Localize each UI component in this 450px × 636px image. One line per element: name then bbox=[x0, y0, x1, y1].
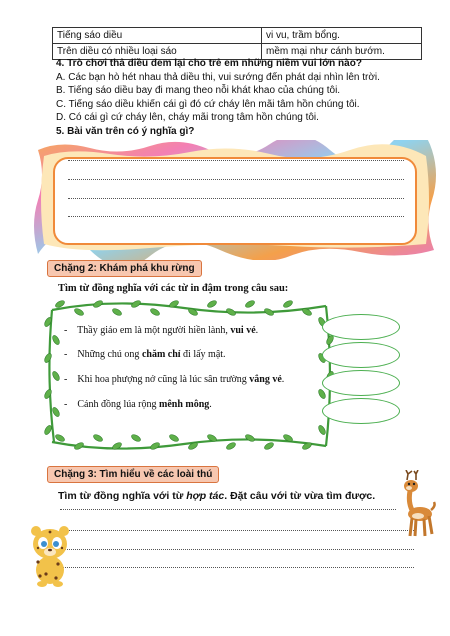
table-cell: Tiếng sáo diều bbox=[53, 28, 262, 44]
sentence-end: . bbox=[255, 325, 259, 336]
sentence-dash: - bbox=[64, 325, 68, 336]
answer-line[interactable] bbox=[68, 178, 404, 180]
instruction-text: Tìm từ đồng nghĩa với từ bbox=[58, 490, 187, 502]
question-4-text: 4. Trò chơi thả diều đem lại cho trẻ em những niềm vui lớn nào? bbox=[56, 58, 362, 69]
option-a[interactable]: A. Các bạn hò hét nhau thả diều thi, vui sướng đến phát dại nhìn lên trời. bbox=[56, 71, 380, 83]
answer-line[interactable] bbox=[68, 159, 404, 161]
table-cell: Trên diều có nhiều loại sáo bbox=[53, 44, 262, 60]
bold-word: mênh mông bbox=[159, 399, 210, 410]
decorative-frame bbox=[30, 140, 440, 260]
bold-word: chăm chỉ bbox=[141, 349, 181, 360]
stage-3-title: Chặng 3: Tìm hiểu về các loài thú bbox=[47, 466, 219, 483]
sentence-text: Khi hoa phượng nở cũng là lúc sân trường bbox=[77, 374, 250, 385]
sentence-text: Thầy giáo em là một người hiền lành, bbox=[77, 325, 231, 336]
leaf-icon bbox=[317, 388, 327, 399]
leaf-icon bbox=[317, 424, 327, 435]
leaf-icon bbox=[244, 299, 255, 309]
sentence-4 bbox=[64, 399, 212, 410]
sentence-3 bbox=[64, 374, 284, 385]
option-d[interactable]: D. Có cái gì cứ cháy lên, cháy mãi trong tâm hồn chúng tôi. bbox=[56, 112, 319, 123]
answer-line[interactable] bbox=[68, 215, 404, 217]
table-cell: vi vu, trầm bổng. bbox=[262, 28, 422, 44]
stage-2-instruction: Tìm từ đồng nghĩa với các từ in đậm trong câu sau: bbox=[58, 283, 289, 294]
sentence-end: đi lấy mật. bbox=[180, 349, 226, 360]
leaf-icon bbox=[263, 441, 274, 451]
leaf-icon bbox=[44, 388, 53, 399]
leaf-icon bbox=[225, 307, 236, 317]
table-row bbox=[53, 28, 422, 44]
sentence-1 bbox=[64, 325, 258, 336]
stage-2-title: Chặng 2: Khám phá khu rừng bbox=[47, 260, 202, 277]
leaf-icon bbox=[92, 433, 103, 443]
leopard-cub-icon bbox=[24, 522, 74, 588]
answer-oval[interactable] bbox=[322, 370, 400, 396]
leaf-icon bbox=[73, 307, 84, 317]
deer-icon bbox=[394, 470, 438, 540]
sentence-text: Những chú ong bbox=[77, 349, 142, 360]
answer-line[interactable] bbox=[60, 548, 414, 550]
sentence-text: Cánh đồng lúa rộng bbox=[77, 399, 159, 410]
frame-writing-area bbox=[54, 158, 416, 244]
stage-3-instruction bbox=[58, 490, 375, 502]
leaf-icon bbox=[130, 299, 141, 309]
leaf-icon bbox=[282, 299, 293, 309]
leaf-icon bbox=[149, 441, 160, 451]
leaf-icon bbox=[263, 307, 274, 317]
option-b[interactable]: B. Tiếng sáo diều bay đi mang theo nỗi khát khao của chúng tôi. bbox=[56, 85, 341, 96]
leaf-icon bbox=[244, 433, 255, 443]
question-5-text: 5. Bài văn trên có ý nghĩa gì? bbox=[56, 125, 195, 137]
leaf-icon bbox=[130, 433, 141, 443]
leaf-icon bbox=[168, 433, 179, 443]
sentence-dash: - bbox=[64, 399, 68, 410]
italic-word: hợp tác bbox=[186, 490, 225, 502]
question-4 bbox=[56, 57, 436, 138]
sentence-dash: - bbox=[64, 349, 68, 360]
leaf-icon bbox=[73, 441, 84, 451]
leaf-icon bbox=[92, 299, 103, 309]
matching-table bbox=[52, 27, 422, 60]
answer-line[interactable] bbox=[60, 566, 414, 568]
instruction-text: . Đặt câu với từ vừa tìm được. bbox=[224, 490, 376, 502]
leaf-icon bbox=[51, 370, 61, 381]
bold-word: vui vẻ bbox=[230, 325, 256, 336]
answer-oval[interactable] bbox=[322, 398, 400, 424]
answer-oval[interactable] bbox=[322, 342, 400, 368]
leaf-icon bbox=[44, 352, 53, 363]
leaf-icon bbox=[51, 334, 61, 345]
leaf-icon bbox=[111, 307, 122, 317]
leaf-icon bbox=[54, 433, 65, 443]
sentence-end: . bbox=[281, 374, 285, 385]
leaf-icon bbox=[206, 299, 217, 309]
sentence-dash: - bbox=[64, 374, 68, 385]
table-cell: mềm mại như cánh bướm. bbox=[262, 44, 422, 60]
answer-line[interactable] bbox=[60, 508, 396, 510]
answer-oval[interactable] bbox=[322, 314, 400, 340]
option-c[interactable]: C. Tiếng sáo diều khiến cái gì đó cứ cháy lên mãi tâm hồn chúng tôi. bbox=[56, 98, 360, 110]
sentence-2 bbox=[64, 349, 226, 360]
answer-line[interactable] bbox=[68, 197, 404, 199]
bold-word: vắng vẻ bbox=[249, 374, 282, 385]
leaf-icon bbox=[225, 441, 236, 451]
sentence-end: . bbox=[209, 399, 212, 410]
leaf-icon bbox=[149, 307, 160, 317]
answer-line[interactable] bbox=[60, 529, 414, 531]
leaf-icon bbox=[51, 406, 61, 417]
